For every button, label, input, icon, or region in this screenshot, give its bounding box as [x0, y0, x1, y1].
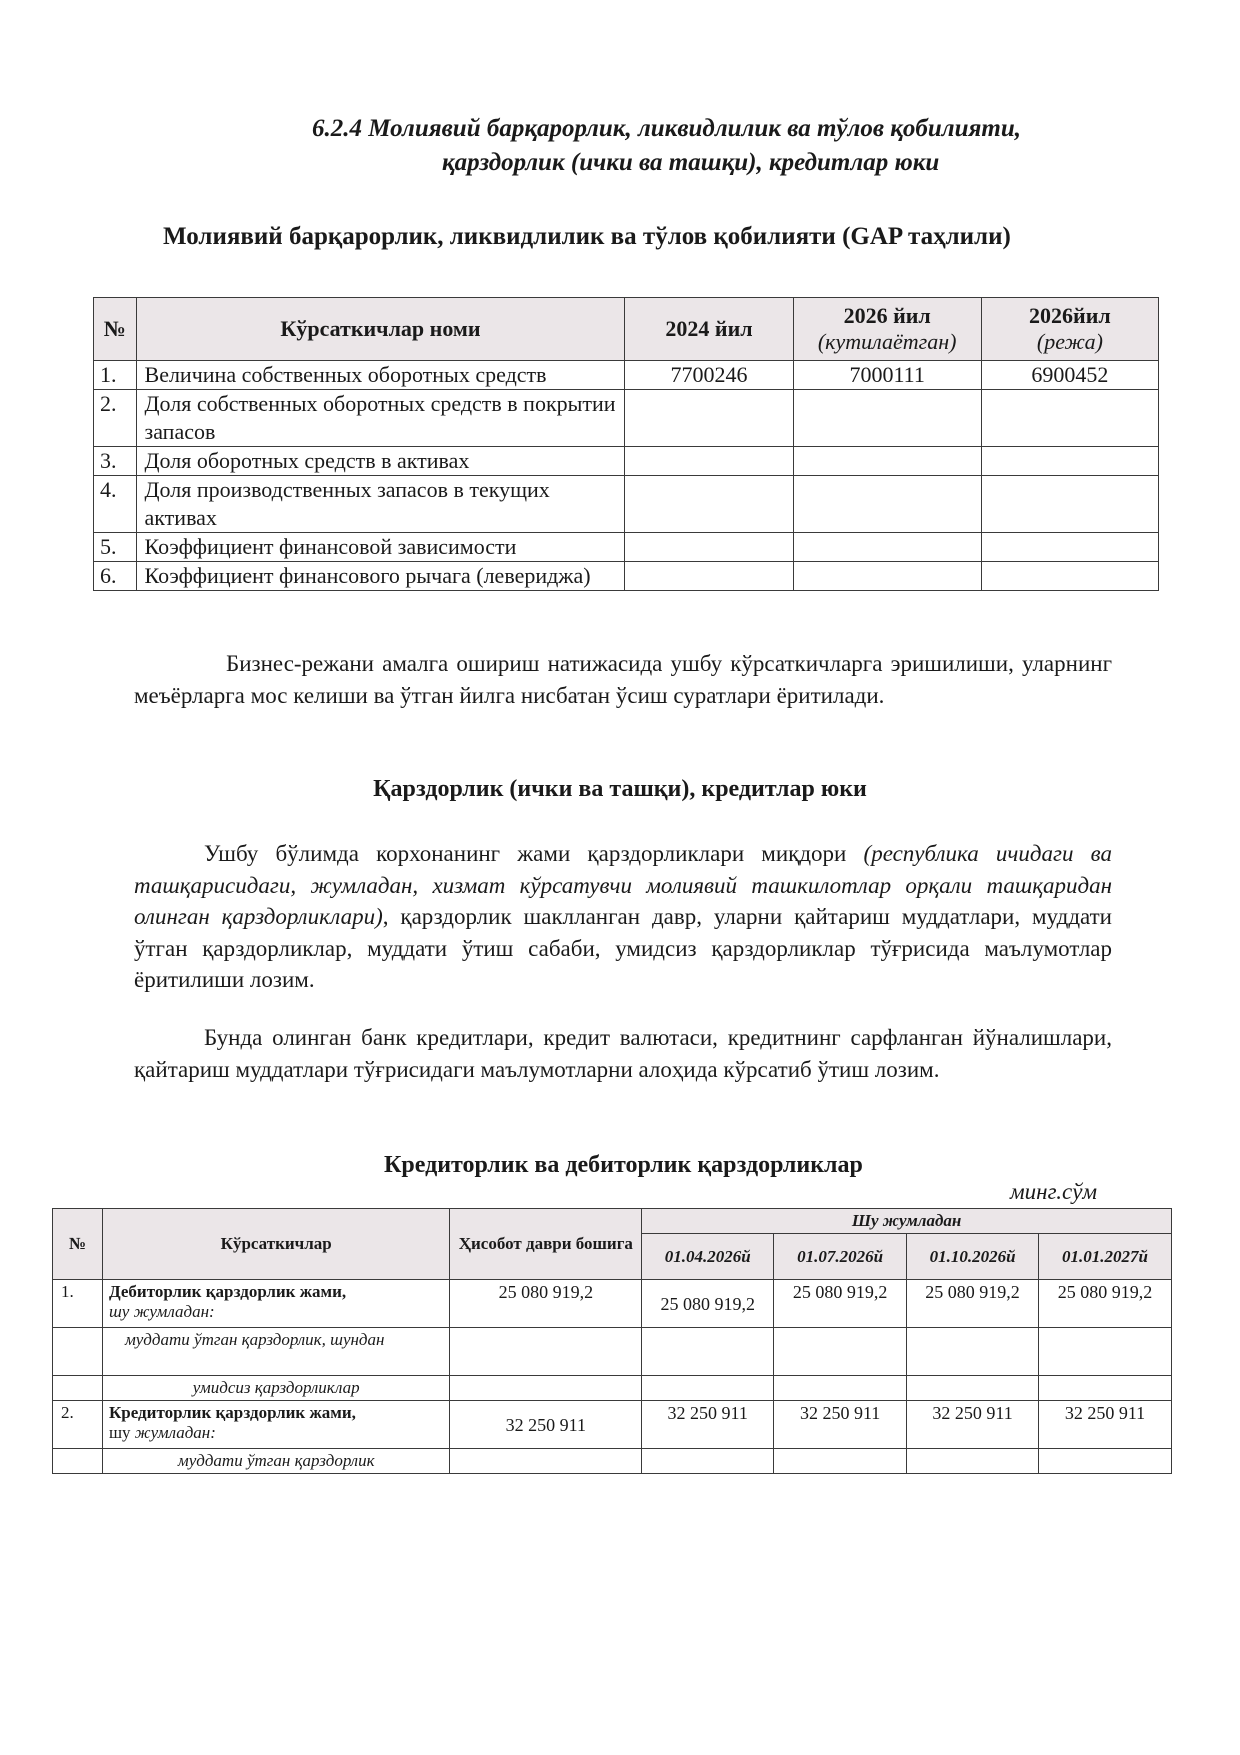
row-label: муддати ўтган қарздорлик, шундан — [102, 1328, 450, 1376]
row-period-start — [450, 1376, 642, 1401]
row-period-start: 25 080 919,2 — [450, 1280, 642, 1328]
table-row — [94, 476, 1159, 533]
row-2024 — [625, 476, 793, 533]
row-2026-expected — [793, 390, 981, 447]
receivables-payables-table — [52, 1208, 1172, 1474]
row-value-2 — [774, 1449, 907, 1474]
table-header-row — [53, 1209, 1172, 1234]
unit-label: минг.сўм — [1010, 1179, 1098, 1204]
row-label-sub: жумладан: — [134, 1423, 216, 1442]
row-label — [102, 1280, 450, 1328]
header-date-4: 01.01.2027й — [1039, 1234, 1172, 1280]
row-2024 — [625, 533, 793, 562]
row-value-3: 25 080 919,2 — [907, 1280, 1039, 1328]
section-title-line1: 6.2.4 Молиявий барқарорлик, ликвидлилик ва тўлов қобилияти, — [312, 115, 1022, 142]
row-name: Доля производственных запасов в текущих активах — [136, 476, 625, 533]
row-value-2: 32 250 911 — [774, 1401, 907, 1449]
table-row — [53, 1328, 1172, 1376]
gap-summary-text: Бизнес-режани амалга ошириш натижасида ушбу кўрсаткичларга эришилиши, уларнинг меъёрларга мос келиши ва ўтган йилга нисбатан ўсиш суратлари ёритилади. — [134, 651, 1112, 708]
row-value-3 — [907, 1376, 1039, 1401]
section-title-line2: қарздорлик (ички ва ташқи), кредитлар юки — [442, 149, 940, 176]
table-row — [94, 447, 1159, 476]
row-2026-expected — [793, 476, 981, 533]
row-num: 4. — [94, 476, 137, 533]
row-2024 — [625, 447, 793, 476]
section-title — [300, 112, 1100, 180]
table-row — [94, 562, 1159, 591]
row-period-start — [450, 1328, 642, 1376]
header-date-2: 01.07.2026й — [774, 1234, 907, 1280]
row-name: Коэффициент финансовой зависимости — [136, 533, 625, 562]
debt-paragraph-2 — [134, 1022, 1112, 1085]
row-num: 2. — [94, 390, 137, 447]
row-value-2 — [774, 1376, 907, 1401]
debt-paragraph-2-text: Бунда олинган банк кредитлари, кредит валютаси, кредитнинг сарфланган йўналишлари, қайтариш муддатлари тўғрисидаги маълумотларни алоҳида кўрсатиб ўтиш лозим. — [134, 1025, 1112, 1082]
row-2026-expected — [793, 562, 981, 591]
row-num — [53, 1449, 103, 1474]
row-2026-plan — [981, 476, 1158, 533]
header-2024: 2024 йил — [625, 298, 793, 361]
header-2026-plan — [981, 298, 1158, 361]
row-num: 5. — [94, 533, 137, 562]
header-indicators: Кўрсаткичлар — [102, 1209, 450, 1280]
header-num: № — [94, 298, 137, 361]
header-date-3: 01.10.2026й — [907, 1234, 1039, 1280]
gap-analysis-table — [93, 297, 1159, 591]
header-date-1: 01.04.2026й — [642, 1234, 774, 1280]
row-2026-plan — [981, 562, 1158, 591]
table-row — [53, 1401, 1172, 1449]
row-value-4 — [1039, 1328, 1172, 1376]
row-period-start — [450, 1449, 642, 1474]
row-num: 1. — [53, 1280, 103, 1328]
row-label: муддати ўтган қарздорлик — [102, 1449, 450, 1474]
row-num: 3. — [94, 447, 137, 476]
row-value-3 — [907, 1328, 1039, 1376]
debt-paragraph-1 — [134, 838, 1112, 996]
header-num: № — [53, 1209, 103, 1280]
row-2026-plan — [981, 447, 1158, 476]
row-num: 1. — [94, 361, 137, 390]
row-value-4: 32 250 911 — [1039, 1401, 1172, 1449]
header-indicator-name: Кўрсаткичлар номи — [136, 298, 625, 361]
table-row — [53, 1449, 1172, 1474]
row-2026-expected — [793, 447, 981, 476]
header-2026-plan-year: 2026йил — [1029, 303, 1111, 328]
receivables-title: Кредиторлик ва дебиторлик қарздорликлар — [384, 1152, 863, 1178]
row-value-1 — [642, 1328, 774, 1376]
row-name: Доля собственных оборотных средств в покрытии запасов — [136, 390, 625, 447]
row-name: Величина собственных оборотных средств — [136, 361, 625, 390]
row-2026-plan: 6900452 — [981, 361, 1158, 390]
gap-analysis-title: Молиявий барқарорлик, ликвидлилик ва тўлов қобилияти (GAP таҳлили) — [163, 223, 1011, 250]
row-value-1: 32 250 911 — [642, 1401, 774, 1449]
table-row — [94, 361, 1159, 390]
row-num — [53, 1328, 103, 1376]
table-header-row — [94, 298, 1159, 361]
gap-summary-paragraph — [134, 648, 1112, 711]
header-2026-expected-note: (кутилаётган) — [817, 329, 957, 354]
row-2024: 7700246 — [625, 361, 793, 390]
row-num — [53, 1376, 103, 1401]
row-value-4: 25 080 919,2 — [1039, 1280, 1172, 1328]
row-label: умидсиз қарздорликлар — [102, 1376, 450, 1401]
header-period-start: Ҳисобот даври бошига — [450, 1209, 642, 1280]
row-2026-expected: 7000111 — [793, 361, 981, 390]
row-period-start: 32 250 911 — [450, 1401, 642, 1449]
row-2024 — [625, 390, 793, 447]
header-2026-expected — [793, 298, 981, 361]
debt-paragraph-1-lead: Ушбу бўлимда корхонанинг жами қарздорликлари миқдори — [204, 841, 864, 866]
row-label-sub: шу жумладан: — [108, 1302, 215, 1321]
row-2026-expected — [793, 533, 981, 562]
row-label-main: Кредиторлик қарздорлик жами, — [108, 1403, 356, 1422]
row-value-2: 25 080 919,2 — [774, 1280, 907, 1328]
header-2026-expected-year: 2026 йил — [843, 303, 931, 328]
row-2026-plan — [981, 390, 1158, 447]
header-including: Шу жумладан — [642, 1209, 1172, 1234]
row-value-4 — [1039, 1449, 1172, 1474]
table-row — [94, 533, 1159, 562]
debt-paragraph-1-tail: , қарздорлик шаклланган давр, уларни қайтариш муддатлари, муддати ўтган қарздорликлар, муддати ўтиш сабаби, умидсиз қарздорликлар тўғрисида маълумотлар ёритилиши лозим. — [134, 904, 1112, 992]
row-label-sub-plain: шу — [108, 1423, 135, 1442]
row-value-2 — [774, 1328, 907, 1376]
row-2024 — [625, 562, 793, 591]
row-value-1: 25 080 919,2 — [642, 1280, 774, 1328]
row-label — [102, 1401, 450, 1449]
row-value-3 — [907, 1449, 1039, 1474]
table-row — [53, 1376, 1172, 1401]
table-row — [94, 390, 1159, 447]
header-2026-plan-note: (режа) — [1036, 329, 1103, 354]
row-num: 2. — [53, 1401, 103, 1449]
row-num: 6. — [94, 562, 137, 591]
row-value-3: 32 250 911 — [907, 1401, 1039, 1449]
debt-section-title: Қарздорлик (ички ва ташқи), кредитлар юки — [373, 776, 867, 802]
row-name: Коэффициент финансового рычага (левериджа) — [136, 562, 625, 591]
row-label-main: Дебиторлик қарздорлик жами, — [108, 1282, 347, 1301]
row-name: Доля оборотных средств в активах — [136, 447, 625, 476]
row-value-4 — [1039, 1376, 1172, 1401]
row-value-1 — [642, 1449, 774, 1474]
row-2026-plan — [981, 533, 1158, 562]
table-row — [53, 1280, 1172, 1328]
debt-paragraph-1-italic: (республика ичидаги ва ташқарисидаги, жумладан, хизмат кўрсатувчи молиявий ташкилотлар орқали ташқаридан олинган қарздорликлари) — [134, 841, 1112, 929]
row-value-1 — [642, 1376, 774, 1401]
